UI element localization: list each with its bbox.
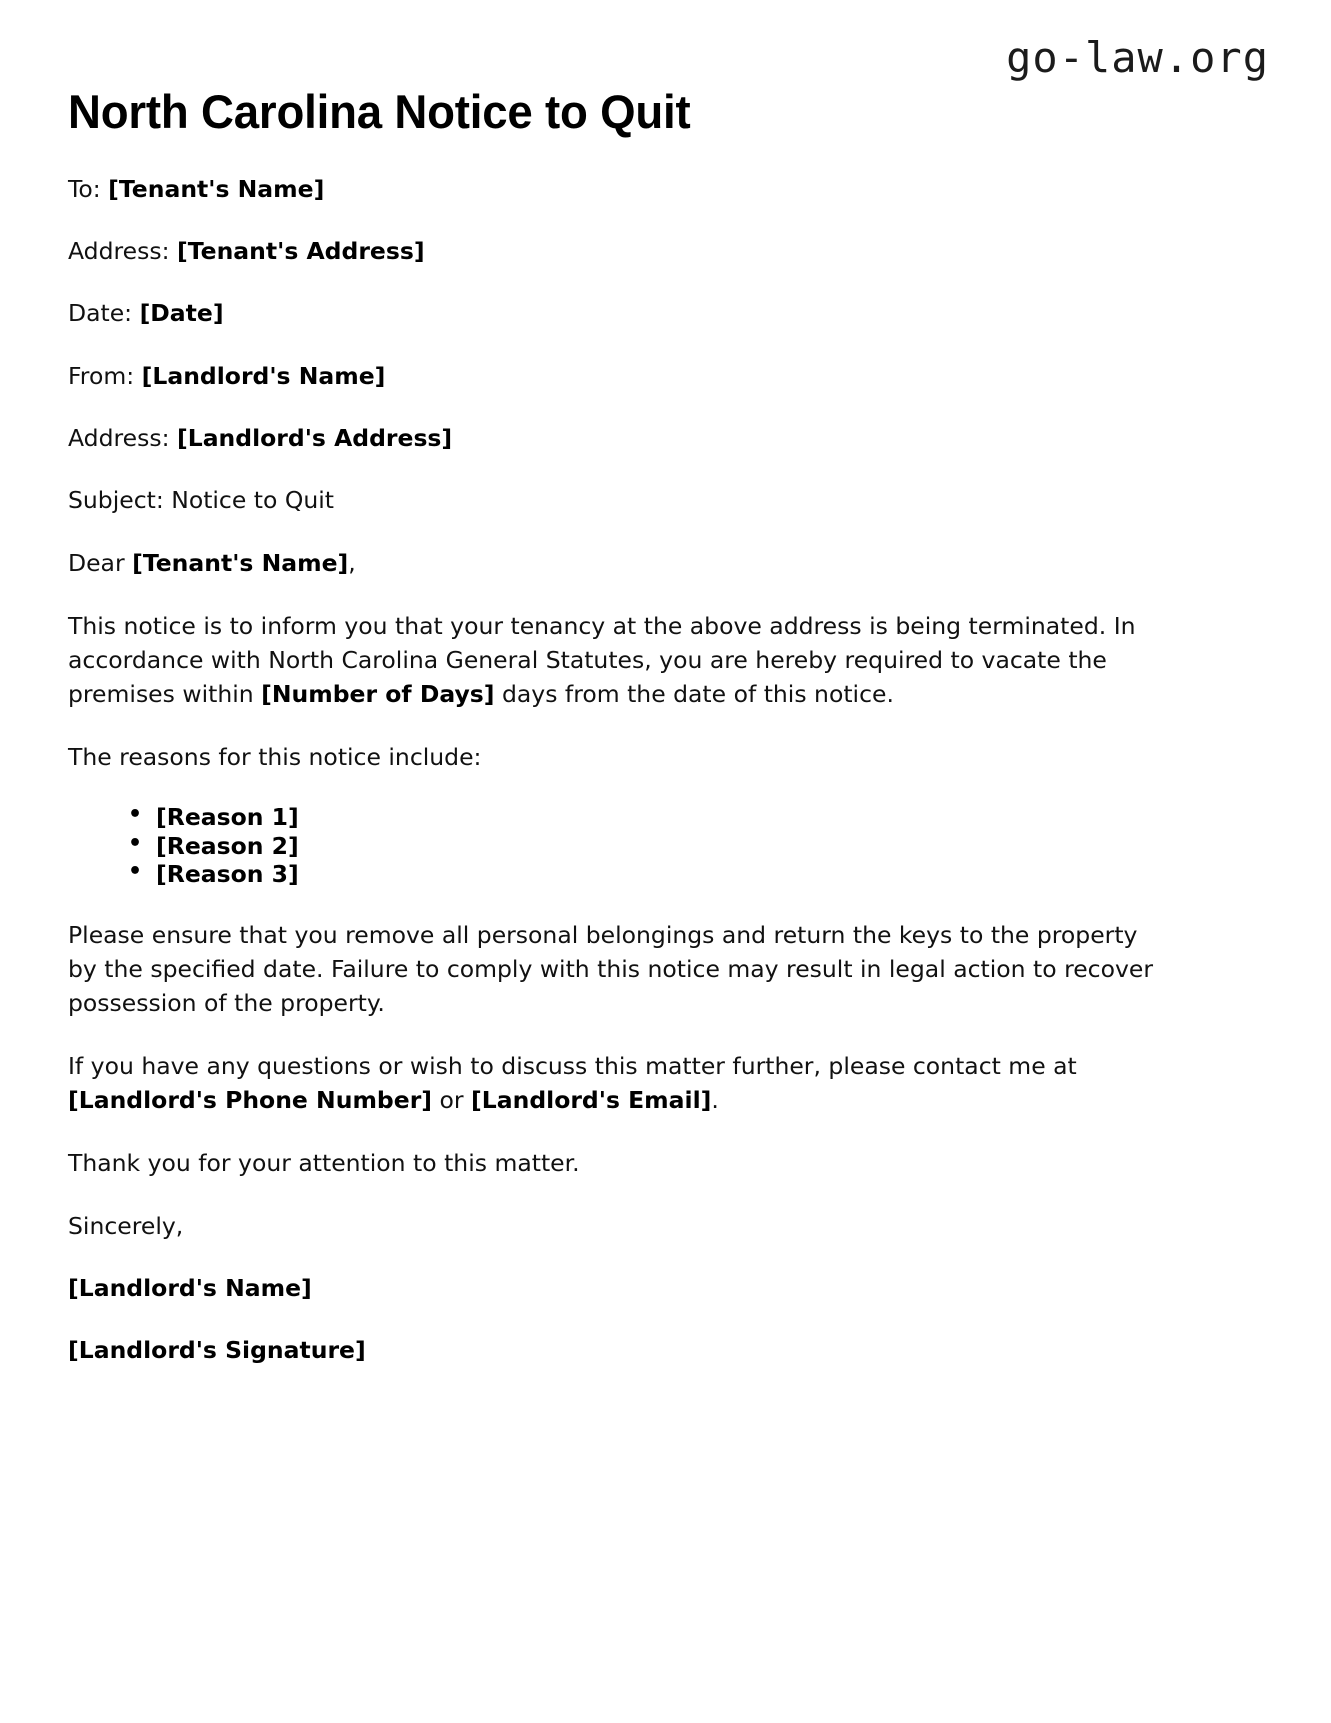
list-item: • [Reason 1] [128,803,1154,831]
signature-landlord-signature: [Landlord's Signature] [68,1336,366,1365]
thank-you-line: Thank you for your attention to this matter. [68,1148,580,1177]
body-paragraph-contact-part1: If you have any questions or wish to discuss this matter further, please contact me at [68,1051,1077,1080]
field-label-tenant-address: Address: [68,236,177,265]
placeholder-salutation-tenant-name: [Tenant's Name] [132,548,349,577]
field-landlord-name [68,360,1154,393]
reasons-list [68,803,1154,888]
field-label-to: To: [68,174,109,203]
page-title: North Carolina Notice to Quit [68,85,691,138]
body-paragraph-contact-conjunction: or [432,1085,472,1114]
signature-landlord-name: [Landlord's Name] [68,1274,312,1303]
list-item: • [Reason 3] [128,860,1154,888]
body-paragraph-termination-part1: This notice is to inform you that your tenancy at the above address is being terminated. In accordance with North Carolina General Statutes, you are hereby required to vacate the premises within [68,612,1136,709]
list-item: • [Reason 2] [128,832,1154,860]
reasons-intro: The reasons for this notice include: [68,743,482,772]
field-label-landlord-address: Address: [68,424,177,453]
placeholder-tenant-address: [Tenant's Address] [176,236,425,265]
body-paragraph-contact-part2: . [711,1085,719,1114]
salutation-prefix: Dear [68,548,133,577]
field-label-date: Date: [68,299,140,328]
field-landlord-address [68,422,1154,455]
field-date [68,297,1154,330]
placeholder-tenant-name: [Tenant's Name] [108,174,325,203]
placeholder-landlord-phone: [Landlord's Phone Number] [68,1085,433,1114]
placeholder-number-of-days: [Number of Days] [261,680,495,709]
field-label-from: From: [68,361,142,390]
closing-line: Sincerely, [68,1212,184,1241]
field-tenant-name [68,173,1154,206]
body-paragraph-contact [68,1049,1154,1117]
site-watermark: go-law.org [1006,33,1269,82]
salutation-suffix: , [348,548,356,577]
placeholder-landlord-name: [Landlord's Name] [141,361,386,390]
body-paragraph-belongings: Please ensure that you remove all personal belongings and return the keys to the property by the specified date. Failure to comply with this notice may result in legal action to recover possession of the property. [68,920,1153,1017]
body-paragraph-termination-part2: days from the date of this notice. [494,680,894,709]
document-body [68,86,1154,1397]
body-paragraph-termination [68,609,1154,711]
field-tenant-address [68,235,1154,268]
placeholder-landlord-email: [Landlord's Email] [471,1085,712,1114]
salutation [68,547,1154,580]
placeholder-date: [Date] [139,299,224,328]
placeholder-landlord-address: [Landlord's Address] [176,424,453,453]
subject-line: Subject: Notice to Quit [68,486,334,515]
